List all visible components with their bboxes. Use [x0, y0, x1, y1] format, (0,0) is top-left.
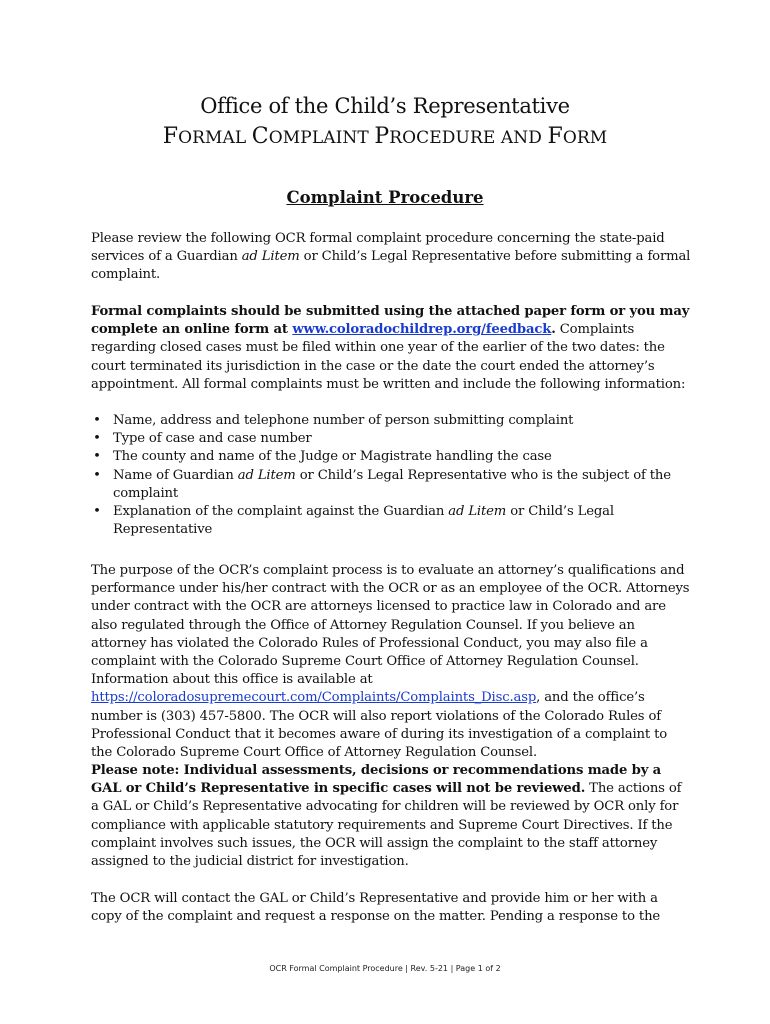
purpose-text-end: , and the office’s number is (303) 457-5800. The OCR will also report violations of the Colorado Rules of Professional Conduct that it becomes aware of during its investigation of a complaint to the Colorado Supreme Court Office of Attorney Regulation Counsel. — [91, 690, 668, 761]
list-item-text: Name of Guardian — [113, 467, 238, 483]
bullet-icon: • — [93, 504, 101, 520]
note-rest: The actions of a GAL or Child’s Representative advocating for children will be reviewed by OCR only for compliance with applicable statutory requirements and Supreme Court Directives. If the complaint involves such issues, the OCR will assign the complaint to the staff attorney assigned to the judicial district for investigation. — [91, 781, 682, 870]
title-cap-2: C — [251, 124, 269, 149]
intro-text: Please review the following OCR formal complaint procedure concerning the state-paid services of a Guardian — [91, 231, 665, 265]
list-item — [91, 467, 691, 503]
formal-complaint-paragraph — [91, 303, 691, 394]
list-item-text: Explanation of the complaint against the Guardian — [113, 504, 449, 520]
title-cap-3: P — [374, 124, 390, 149]
bullet-icon: • — [93, 431, 101, 447]
list-item — [91, 503, 691, 539]
page-footer: OCR Formal Complaint Procedure | Rev. 5-21 | Page 1 of 2 — [269, 964, 501, 973]
section-heading: Complaint Procedure — [286, 188, 484, 207]
list-item-text-end: or Child’s Legal Representative who is the subject of the complaint — [113, 467, 671, 501]
list-item-italic: ad Litem — [448, 504, 507, 520]
list-item — [91, 412, 691, 430]
title-rest-3: ROCEDURE AND — [389, 128, 548, 148]
document-title — [0, 124, 770, 149]
list-item-text: The county and name of the Judge or Magistrate handling the case — [113, 449, 552, 465]
list-item-text: Name, address and telephone number of person submitting complaint — [113, 413, 574, 428]
note-bold: Please note: Individual assessments, decisions or recommendations made by a GAL or Child’s Representative in specific cases will not be reviewed. — [91, 763, 662, 797]
title-rest-4: ORM — [562, 128, 608, 148]
title-rest-1: ORMAL — [178, 128, 252, 148]
org-title: Office of the Child’s Representative — [200, 94, 570, 118]
bullet-icon: • — [93, 413, 101, 428]
bullet-icon: • — [93, 449, 101, 465]
purpose-paragraph — [91, 562, 691, 762]
intro-paragraph — [91, 230, 691, 285]
list-item-text: Type of case and case number — [113, 431, 312, 447]
intro-italic: ad Litem — [241, 249, 300, 265]
list-item-italic: ad Litem — [237, 467, 296, 483]
title-rest-2: OMPLAINT — [268, 128, 375, 148]
title-cap-4: F — [547, 124, 563, 149]
please-note-paragraph — [91, 762, 691, 871]
contact-paragraph: The OCR will contact the GAL or Child’s Representative and provide him or her with a copy of the complaint and request a response on the matter. Pending a response to the — [91, 891, 661, 925]
purpose-text: The purpose of the OCR’s complaint process is to evaluate an attorney’s qualifications and performance under his/her contract with the OCR or as an employee of the OCR. Attorneys under contract with the OCR are attorneys licensed to practice law in Colorado and are also regulated through the Office of Attorney Regulation Counsel. If you believe an attorney has violated the Colorado Rules of Professional Conduct, you may also file a complaint with the Colorado Supreme Court Office of Attorney Regulation Counsel. Information about this office is available at — [91, 563, 690, 688]
formal-bold-period: . — [551, 322, 556, 338]
list-item-text-end: or Child’s Legal Representative — [113, 504, 614, 538]
feedback-link[interactable]: www.coloradochildrep.org/feedback — [292, 322, 552, 338]
complaints-link[interactable]: https://coloradosupremecourt.com/Complaints/Complaints_Disc.asp — [91, 690, 537, 706]
formal-bold-lead: Formal complaints should be submitted using the attached paper form or you may complete an online form at — [91, 304, 690, 338]
title-cap-1: F — [162, 124, 179, 149]
required-info-list — [91, 412, 691, 539]
list-item — [91, 448, 691, 466]
list-item — [91, 430, 691, 448]
intro-text-end: or Child’s Legal Representative before submitting a formal complaint. — [91, 249, 691, 283]
bullet-icon: • — [93, 467, 101, 483]
formal-rest: Complaints regarding closed cases must be filed within one year of the earlier of the two dates: the court terminated its jurisdiction in the case or the date the court ended the attorney’s appointment. All formal complaints must be written and include the following information: — [91, 322, 686, 392]
